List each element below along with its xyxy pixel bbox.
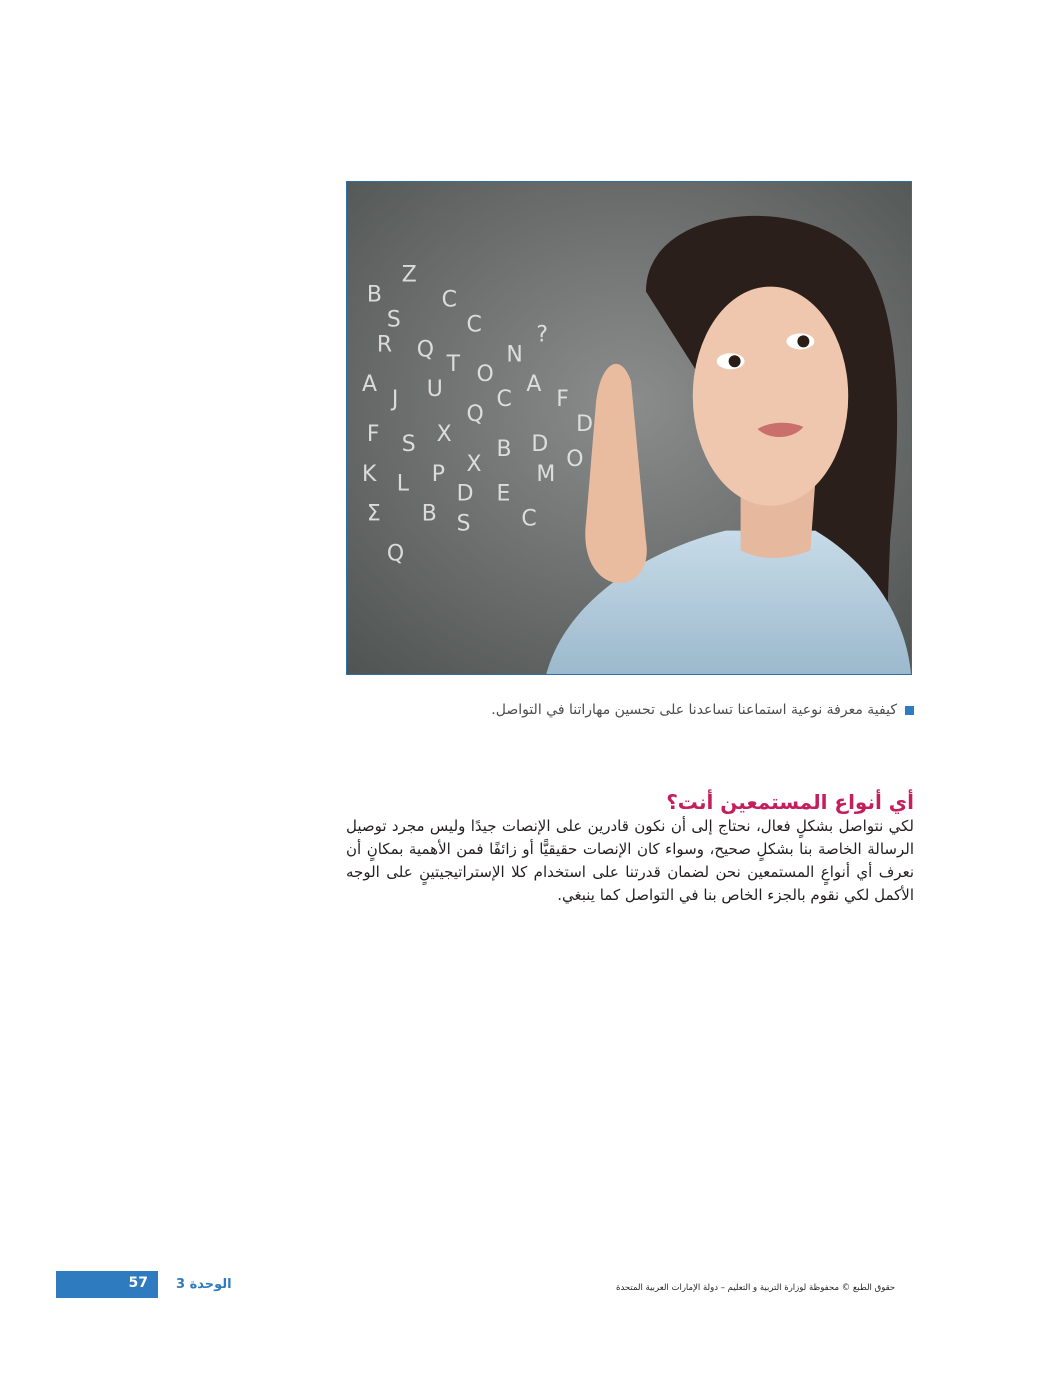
woman-listening-illustration	[347, 182, 911, 674]
body-paragraph: لكي نتواصل بشكلٍ فعال، نحتاج إلى أن نكون قادرين على الإنصات جيدًا وليس مجرد توصيل الرسالة الخاصة بنا بشكلٍ صحيح، وسواء كان الإنصات حقيقيًّا أو زائفًا فمن الأهمية بمكانٍ أن نعرف أي أنواعٍ المستمعين نحن لضمان قدرتنا على استخدام كلا الإستراتيجيتينٍ على الوجه الأكمل لكي نقوم بالجزء الخاص بنا في التواصل كما ينبغي.	[346, 817, 914, 904]
svg-text:E: E	[496, 481, 511, 507]
footer-copyright: حقوق الطبع © محفوظة لوزارة التربية و التعليم – دولة الإمارات العربية المتحدة	[616, 1283, 896, 1293]
svg-text:N: N	[506, 342, 523, 368]
svg-text:S: S	[456, 511, 471, 537]
svg-text:F: F	[366, 421, 380, 447]
svg-text:O: O	[566, 446, 584, 472]
svg-text:C: C	[466, 312, 482, 338]
footer-unit-label: الوحدة 3	[176, 1277, 232, 1292]
svg-text:Q: Q	[386, 541, 405, 567]
svg-text:T: T	[446, 352, 461, 378]
svg-text:C: C	[521, 506, 537, 532]
svg-text:L: L	[396, 471, 410, 497]
svg-text:U: U	[426, 377, 443, 403]
svg-text:A: A	[526, 372, 542, 398]
svg-text:B: B	[421, 501, 437, 527]
svg-text:R: R	[376, 332, 393, 358]
svg-text:S: S	[401, 431, 416, 457]
svg-text:?: ?	[536, 322, 548, 348]
svg-text:X: X	[436, 421, 452, 447]
page-number: 57	[128, 1275, 148, 1291]
caption-text: كيفية معرفة نوعية استماعنا تساعدنا على تحسين مهاراتنا في التواصل.	[491, 702, 897, 718]
svg-text:K: K	[361, 461, 377, 487]
caption-bullet-icon	[905, 706, 914, 715]
svg-text:D: D	[531, 431, 549, 457]
svg-text:O: O	[476, 362, 494, 388]
svg-text:S: S	[386, 307, 401, 333]
photo-woman-listening	[346, 181, 912, 675]
section-heading: أي أنواع المستمعين أنت؟	[666, 790, 914, 814]
svg-text:Q: Q	[466, 402, 484, 428]
svg-text:Σ: Σ	[366, 501, 381, 527]
svg-text:B: B	[366, 282, 382, 308]
svg-text:F: F	[556, 387, 569, 413]
svg-text:Z: Z	[401, 262, 417, 288]
svg-text:J: J	[391, 387, 399, 413]
svg-text:D: D	[456, 481, 474, 507]
figure-caption	[491, 702, 914, 718]
svg-text:X: X	[466, 451, 482, 477]
svg-text:Q: Q	[416, 337, 435, 363]
svg-text:P: P	[431, 461, 445, 487]
svg-text:D: D	[576, 411, 594, 437]
svg-text:C: C	[441, 287, 457, 313]
svg-text:B: B	[496, 436, 512, 462]
svg-text:C: C	[496, 387, 512, 413]
svg-text:A: A	[361, 372, 377, 398]
page-number-bar	[56, 1271, 158, 1298]
svg-text:M: M	[536, 461, 556, 487]
